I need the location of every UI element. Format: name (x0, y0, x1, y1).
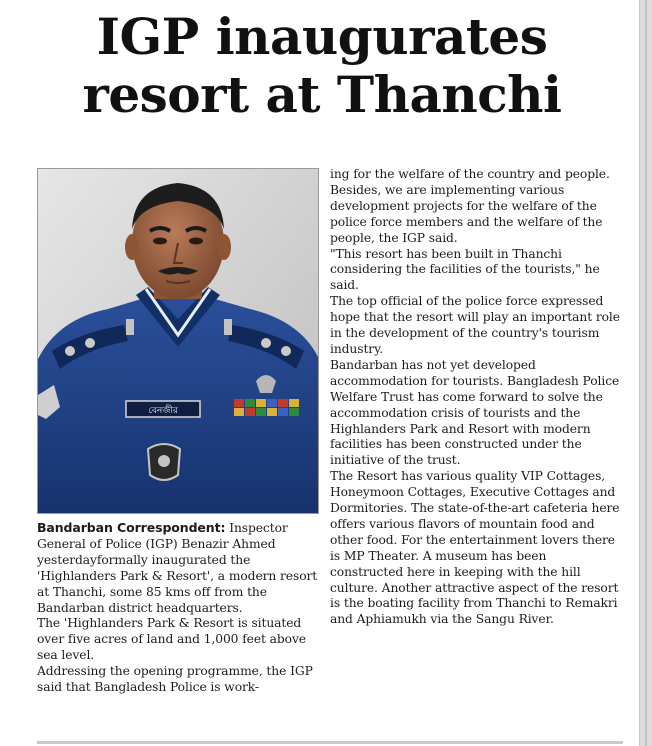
article-paragraph: Addressing the opening programme, the IGP said that Bangladesh Police is work- (37, 664, 313, 695)
lead-paragraph-text: Inspector General of Police (IGP) Benazir Ahmed yesterdayformally inaugurated the 'Highlanders Park & Resort', a modern resort at Thanchi, some 85 kms off from the Bandarban district headquarters. (37, 521, 318, 615)
article-paragraph: The 'Highlanders Park & Resort is situated over five acres of land and 1,000 feet above sea level. (37, 616, 306, 663)
lead-paragraph (37, 520, 319, 616)
article-paragraph: ing for the welfare of the country and people. Besides, we are implementing various development projects for the welfare of the police force members and the welfare of the people, the IGP said. (330, 167, 610, 245)
name-badge-text: বেনজীর (148, 406, 178, 416)
bottom-divider-rule (37, 741, 623, 744)
article-column-right (330, 167, 620, 628)
headline-line-2: resort at Thanchi (82, 65, 562, 124)
byline: Bandarban Correspondent: (37, 520, 226, 535)
headline-line-1: IGP inaugurates (96, 7, 548, 66)
igp-portrait-photo (37, 168, 319, 514)
article-paragraph: "This resort has been built in Thanchi considering the facilities of the tourists," he said. (330, 246, 600, 293)
article-paragraph: Bandarban has not yet developed accommodation for tourists. Bangladesh Police Welfare Trust has come forward to solve the accommodation crisis of tourists and the Highlanders Park and Resort with modern facilities has been constructed under the initiative of the trust. (330, 357, 620, 468)
headline (10, 8, 634, 124)
article-paragraph: The Resort has various quality VIP Cottages, Honeymoon Cottages, Executive Cottages and Dormitories. The state-of-the-art cafeteria here offers various flavors of mountain food and other food. For the entertainment lovers there is MP Theater. A museum has been constructed here in keeping with the hill culture. Another attractive aspect of the resort is the boating facility from Thanchi to Remakri and Aphiamukh via the Sangu River. (330, 469, 620, 627)
article-column-left (37, 520, 319, 696)
article-paragraph: The top official of the police force expressed hope that the resort will play an important role in the development of the country's tourism industry. (330, 294, 620, 356)
column-divider-rule (639, 0, 652, 746)
